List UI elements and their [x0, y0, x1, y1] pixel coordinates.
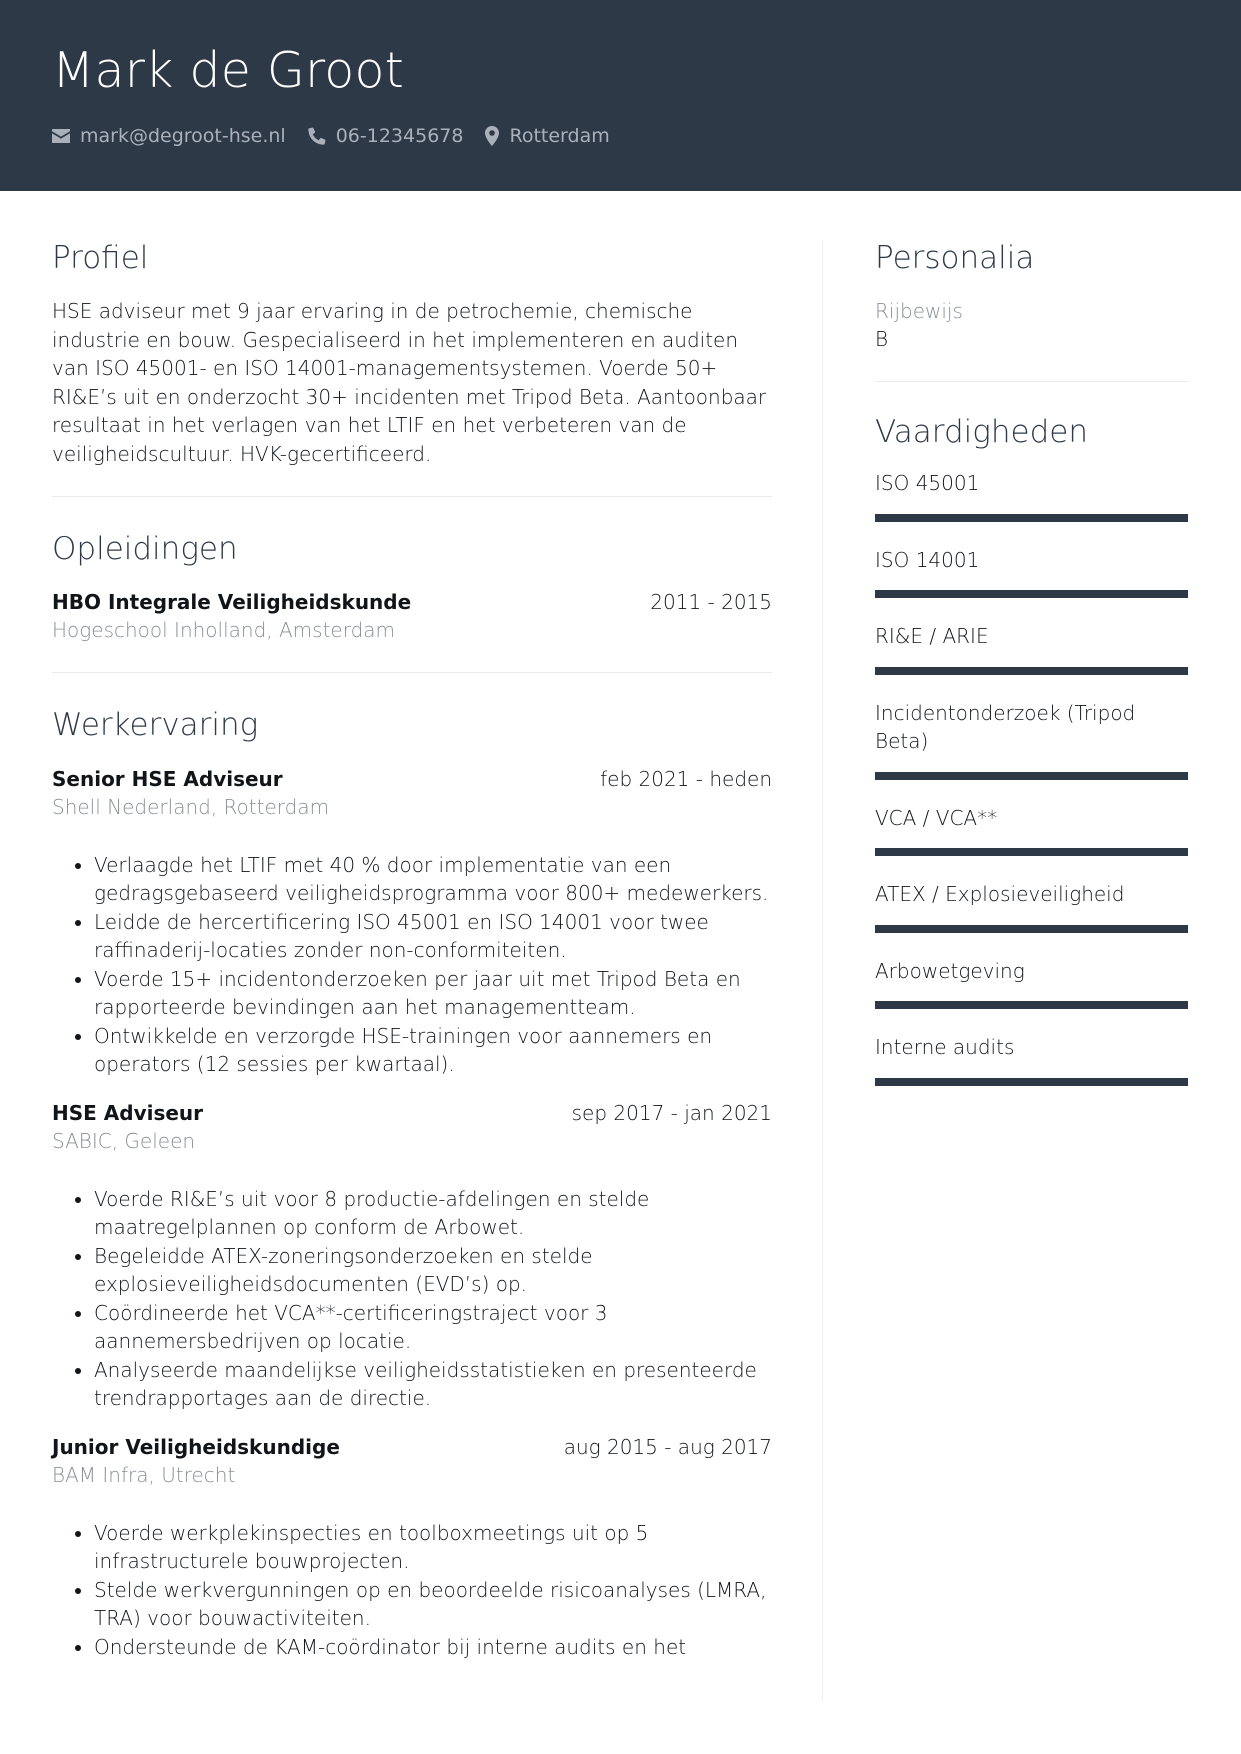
phone-icon — [308, 127, 326, 145]
candidate-name: Mark de Groot — [52, 42, 405, 99]
job-bullet: • Voerde werkplekinspecties en toolboxmeetings uit op 5 infrastructurele bouwprojecten. — [94, 1519, 772, 1576]
skill-level-bar — [875, 590, 1188, 598]
job-entry — [52, 1099, 772, 1413]
skill-level-bar — [875, 667, 1188, 675]
skills-list — [875, 469, 1188, 1086]
skill-name: Incidentonderzoek (Tripod Beta) — [875, 700, 1136, 754]
job-bullet: • Verlaagde het LTIF met 40 % door implementatie van een gedragsgebaseerd veiligheidsprogramma voor 800+ medewerkers. — [94, 851, 772, 908]
column-divider — [822, 240, 823, 1700]
section-title-experience: Werkervaring — [52, 707, 259, 744]
job-bullets — [52, 851, 772, 1079]
skill-level-fill — [875, 1078, 1188, 1086]
experience-section — [52, 707, 772, 1661]
job-entry — [52, 1433, 772, 1662]
section-title-personal: Personalia — [875, 240, 1035, 276]
contact-location — [485, 125, 609, 147]
job-bullet: • Analyseerde maandelijkse veiligheidsstatistieken en presenteerde trendrapportages aan de directie. — [94, 1356, 772, 1413]
skill-level-bar — [875, 1001, 1188, 1009]
skill-item — [875, 699, 1188, 780]
job-bullet: • Voerde 15+ incidentonderzoeken per jaar uit met Tripod Beta en rapporteerde bevindingen aan het managementteam. — [94, 965, 772, 1022]
skill-level-bar — [875, 1078, 1188, 1086]
education-period: 2011 - 2015 — [650, 590, 772, 615]
skill-item — [875, 469, 1188, 522]
skill-level-fill — [875, 590, 1188, 598]
job-role: Junior Veiligheidskundige — [52, 1434, 340, 1459]
contact-phone — [308, 125, 464, 147]
section-title-education: Opleidingen — [52, 531, 238, 568]
skill-name: Arbowetgeving — [875, 958, 1025, 983]
skill-level-fill — [875, 1001, 1188, 1009]
profile-text: HSE adviseur met 9 jaar ervaring in de petrochemie, chemische industrie en bouw. Gespecialiseerd in het implementeren en auditen van ISO 45001- en ISO 14001-managementsystemen. Voerde 50+ RI&E’s uit en onderzocht 30+ incidenten met Tripod Beta. Aantoonbaar resultaat in het verlagen van het LTIF en het verbeteren van de veiligheidscultuur. HVK-gecertificeerd. — [52, 299, 767, 466]
job-bullet: • Stelde werkvergunningen op en beoordeelde risicoanalyses (LMRA, TRA) voor bouwactiviteiten. — [94, 1576, 772, 1633]
skill-name: ISO 45001 — [875, 471, 980, 496]
skill-item — [875, 804, 1188, 857]
skill-name: RI&E / ARIE — [875, 624, 989, 649]
job-bullet: • Voerde RI&E’s uit voor 8 productie-afdelingen en stelde maatregelplannen op conform de Arbowet. — [94, 1185, 772, 1242]
section-divider — [52, 496, 772, 497]
resume-header — [0, 0, 1241, 191]
skill-level-bar — [875, 925, 1188, 933]
skill-item — [875, 622, 1188, 675]
skills-section — [875, 414, 1188, 1086]
contact-bar — [52, 122, 632, 150]
skill-level-fill — [875, 514, 1188, 522]
location-text: Rotterdam — [509, 125, 610, 147]
education-school: Hogeschool Inholland, Amsterdam — [52, 618, 396, 643]
skill-level-fill — [875, 772, 1188, 780]
job-bullets — [52, 1185, 772, 1413]
job-bullet: • Begeleidde ATEX-zoneringsonderzoeken en stelde explosieveiligheidsdocumenten (EVD’s) op. — [94, 1242, 772, 1299]
sidebar-column — [875, 240, 1188, 1110]
job-role: HSE Adviseur — [52, 1100, 204, 1125]
job-period: feb 2021 - heden — [600, 766, 772, 791]
section-title-skills: Vaardigheden — [875, 414, 1089, 451]
skill-item — [875, 957, 1188, 1010]
skill-level-fill — [875, 667, 1188, 675]
skill-item — [875, 880, 1188, 933]
job-bullets — [52, 1519, 772, 1662]
section-title-profile: Profiel — [52, 240, 149, 276]
main-column — [52, 240, 772, 1681]
job-company: Shell Nederland, Rotterdam — [52, 794, 330, 819]
license-label: Rijbewijs — [875, 299, 963, 324]
job-bullet: • Ontwikkelde en verzorgde HSE-trainingen voor aannemers en operators (12 sessies per kwartaal). — [94, 1022, 772, 1079]
education-degree: HBO Integrale Veiligheidskunde — [52, 590, 412, 615]
education-item — [52, 588, 772, 644]
skill-level-fill — [875, 925, 1188, 933]
skill-level-bar — [875, 772, 1188, 780]
skill-name: VCA / VCA** — [875, 805, 998, 830]
job-bullet: • Leidde de hercertificering ISO 45001 en ISO 14001 voor twee raffinaderij-locaties zonder non-conformiteiten. — [94, 908, 772, 965]
skill-level-bar — [875, 848, 1188, 856]
education-section — [52, 531, 772, 644]
job-entry — [52, 765, 772, 1079]
skill-name: Interne audits — [875, 1035, 1015, 1060]
email-text: mark@degroot-hse.nl — [80, 125, 286, 147]
job-period: sep 2017 - jan 2021 — [571, 1100, 772, 1125]
job-bullet: • Ondersteunde de KAM-coördinator bij interne audits en het — [94, 1633, 772, 1662]
skill-item — [875, 1033, 1188, 1086]
job-bullet: • Coördineerde het VCA**-certificeringstraject voor 3 aannemersbedrijven op locatie. — [94, 1299, 772, 1356]
envelope-icon — [52, 129, 70, 143]
phone-text: 06-12345678 — [335, 125, 464, 147]
job-company: SABIC, Geleen — [52, 1128, 196, 1153]
skill-level-fill — [875, 848, 1188, 856]
skill-name: ATEX / Explosieveiligheid — [875, 882, 1125, 907]
job-role: Senior HSE Adviseur — [52, 766, 283, 791]
skill-name: ISO 14001 — [875, 547, 980, 572]
job-period: aug 2015 - aug 2017 — [563, 1434, 772, 1459]
skill-item — [875, 546, 1188, 599]
map-pin-icon — [485, 126, 499, 146]
skill-level-bar — [875, 514, 1188, 522]
contact-email — [52, 125, 286, 147]
section-divider — [875, 381, 1188, 382]
license-value: B — [875, 327, 889, 352]
job-company: BAM Infra, Utrecht — [52, 1462, 236, 1487]
personal-section — [875, 240, 1188, 353]
profile-section — [52, 240, 772, 468]
section-divider — [52, 672, 772, 673]
